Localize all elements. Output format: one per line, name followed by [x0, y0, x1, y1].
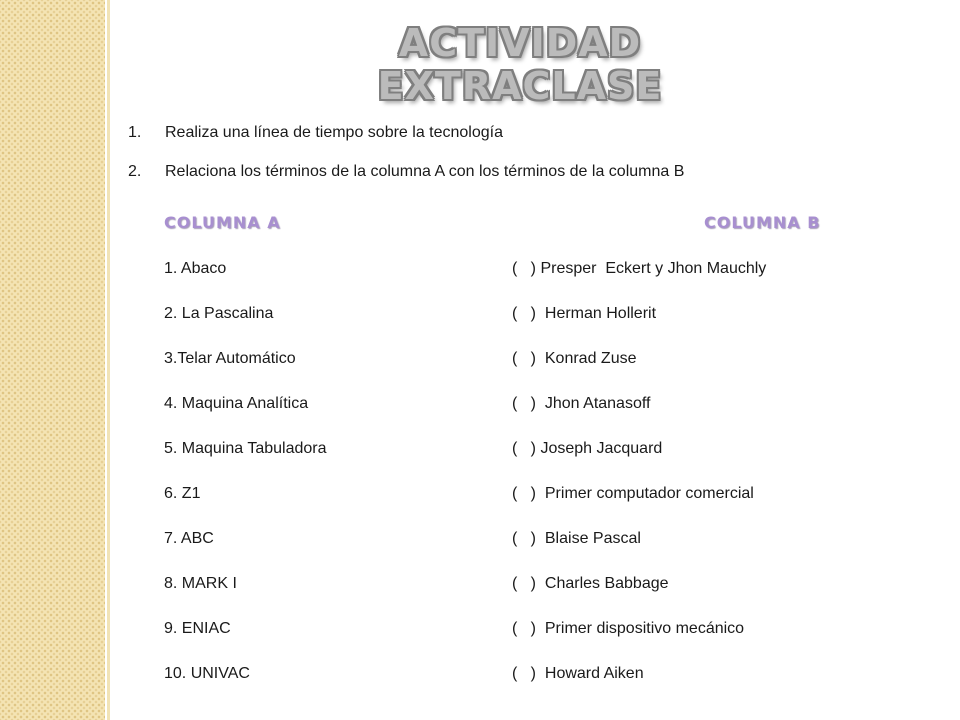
column-a-term: 4. Maquina Analítica — [164, 395, 309, 412]
column-b-heading: COLUMNA B — [704, 213, 821, 232]
matching-row — [164, 663, 864, 708]
instruction-text: Realiza una línea de tiempo sobre la tecnología — [165, 124, 503, 141]
column-a-term: 6. Z1 — [164, 485, 201, 502]
matching-row — [164, 393, 864, 438]
instruction-item — [128, 161, 928, 183]
column-a-term: 3.Telar Automático — [164, 350, 296, 367]
column-a-term: 7. ABC — [164, 530, 214, 547]
column-b-term: ( ) Primer dispositivo mecánico — [512, 620, 745, 637]
column-a-term: 2. La Pascalina — [164, 305, 274, 322]
column-a-term: 8. MARK I — [164, 575, 237, 592]
column-b-term: ( ) Jhon Atanasoff — [512, 395, 651, 412]
instruction-number: 2. — [128, 163, 142, 180]
title-line-1: ACTIVIDAD — [398, 21, 642, 65]
instruction-item — [128, 122, 928, 144]
instruction-text: Relaciona los términos de la columna A con los términos de la columna B — [165, 163, 685, 180]
matching-row — [164, 483, 864, 528]
matching-row — [164, 528, 864, 573]
column-b-term: ( ) Konrad Zuse — [512, 350, 637, 367]
decorative-side-line — [107, 0, 110, 720]
column-b-term: ( ) Charles Babbage — [512, 575, 669, 592]
column-a-term: 9. ENIAC — [164, 620, 231, 637]
slide-title — [300, 22, 740, 108]
matching-row — [164, 348, 864, 393]
decorative-side-band — [0, 0, 105, 720]
column-a-heading: COLUMNA A — [164, 213, 281, 232]
title-line-2: EXTRACLASE — [377, 64, 663, 108]
matching-table — [164, 258, 864, 708]
column-b-term: ( ) Blaise Pascal — [512, 530, 641, 547]
matching-row — [164, 438, 864, 483]
column-a-term: 10. UNIVAC — [164, 665, 250, 682]
column-b-term: ( ) Joseph Jacquard — [512, 440, 663, 457]
matching-row — [164, 258, 864, 303]
matching-row — [164, 303, 864, 348]
column-a-term: 5. Maquina Tabuladora — [164, 440, 327, 457]
column-b-term: ( ) Herman Hollerit — [512, 305, 657, 322]
instruction-number: 1. — [128, 124, 142, 141]
column-b-term: ( ) Howard Aiken — [512, 665, 644, 682]
matching-row — [164, 618, 864, 663]
instructions-list — [128, 122, 928, 200]
column-b-term: ( ) Primer computador comercial — [512, 485, 754, 502]
matching-row — [164, 573, 864, 618]
column-a-term: 1. Abaco — [164, 260, 227, 277]
column-b-term: ( ) Presper Eckert y Jhon Mauchly — [512, 260, 767, 277]
